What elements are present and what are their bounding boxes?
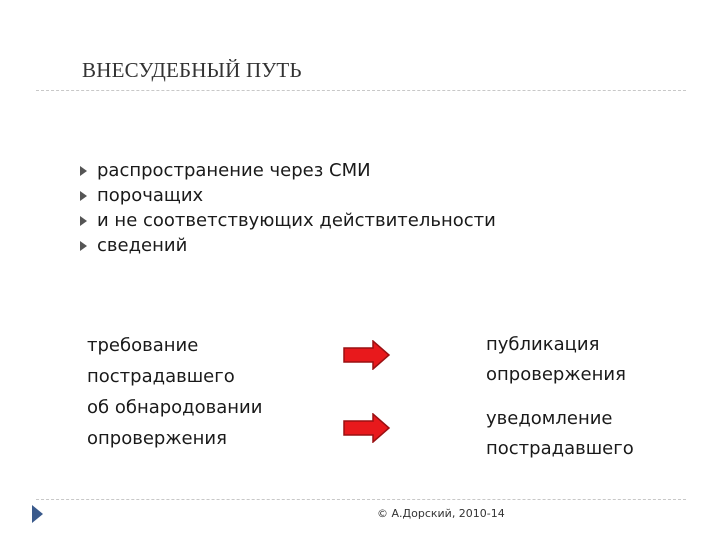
triangle-right-icon — [80, 216, 87, 226]
notification-line: уведомление — [486, 408, 613, 429]
copyright-footer: © А.Дорский, 2010-14 — [377, 507, 505, 520]
slide-title: ВНЕСУДЕБНЫЙ ПУТЬ — [82, 58, 302, 82]
request-line: об обнародовании — [87, 397, 263, 418]
triangle-right-icon — [80, 241, 87, 251]
play-icon[interactable] — [32, 505, 43, 523]
bullet-item — [80, 233, 496, 258]
notification-text — [486, 404, 634, 464]
request-line: пострадавшего — [87, 366, 235, 387]
arrow-right-icon — [343, 413, 391, 443]
publication-line: опровержения — [486, 364, 626, 385]
bullet-item — [80, 158, 496, 183]
request-text — [87, 330, 262, 454]
bullet-text: и не соответствующих действительности — [97, 210, 496, 231]
bullet-list — [80, 158, 496, 258]
notification-line: пострадавшего — [486, 438, 634, 459]
bullet-item — [80, 183, 496, 208]
bottom-divider — [36, 499, 686, 500]
triangle-right-icon — [80, 191, 87, 201]
bullet-text: порочащих — [97, 185, 204, 206]
arrow-right-icon — [343, 340, 391, 370]
request-line: требование — [87, 335, 199, 356]
request-line: опровержения — [87, 428, 227, 449]
bullet-text: распространение через СМИ — [97, 160, 371, 181]
top-divider — [36, 90, 686, 91]
bullet-item — [80, 208, 496, 233]
bullet-text: сведений — [97, 235, 188, 256]
publication-line: публикация — [486, 334, 600, 355]
publication-text — [486, 330, 626, 390]
triangle-right-icon — [80, 166, 87, 176]
